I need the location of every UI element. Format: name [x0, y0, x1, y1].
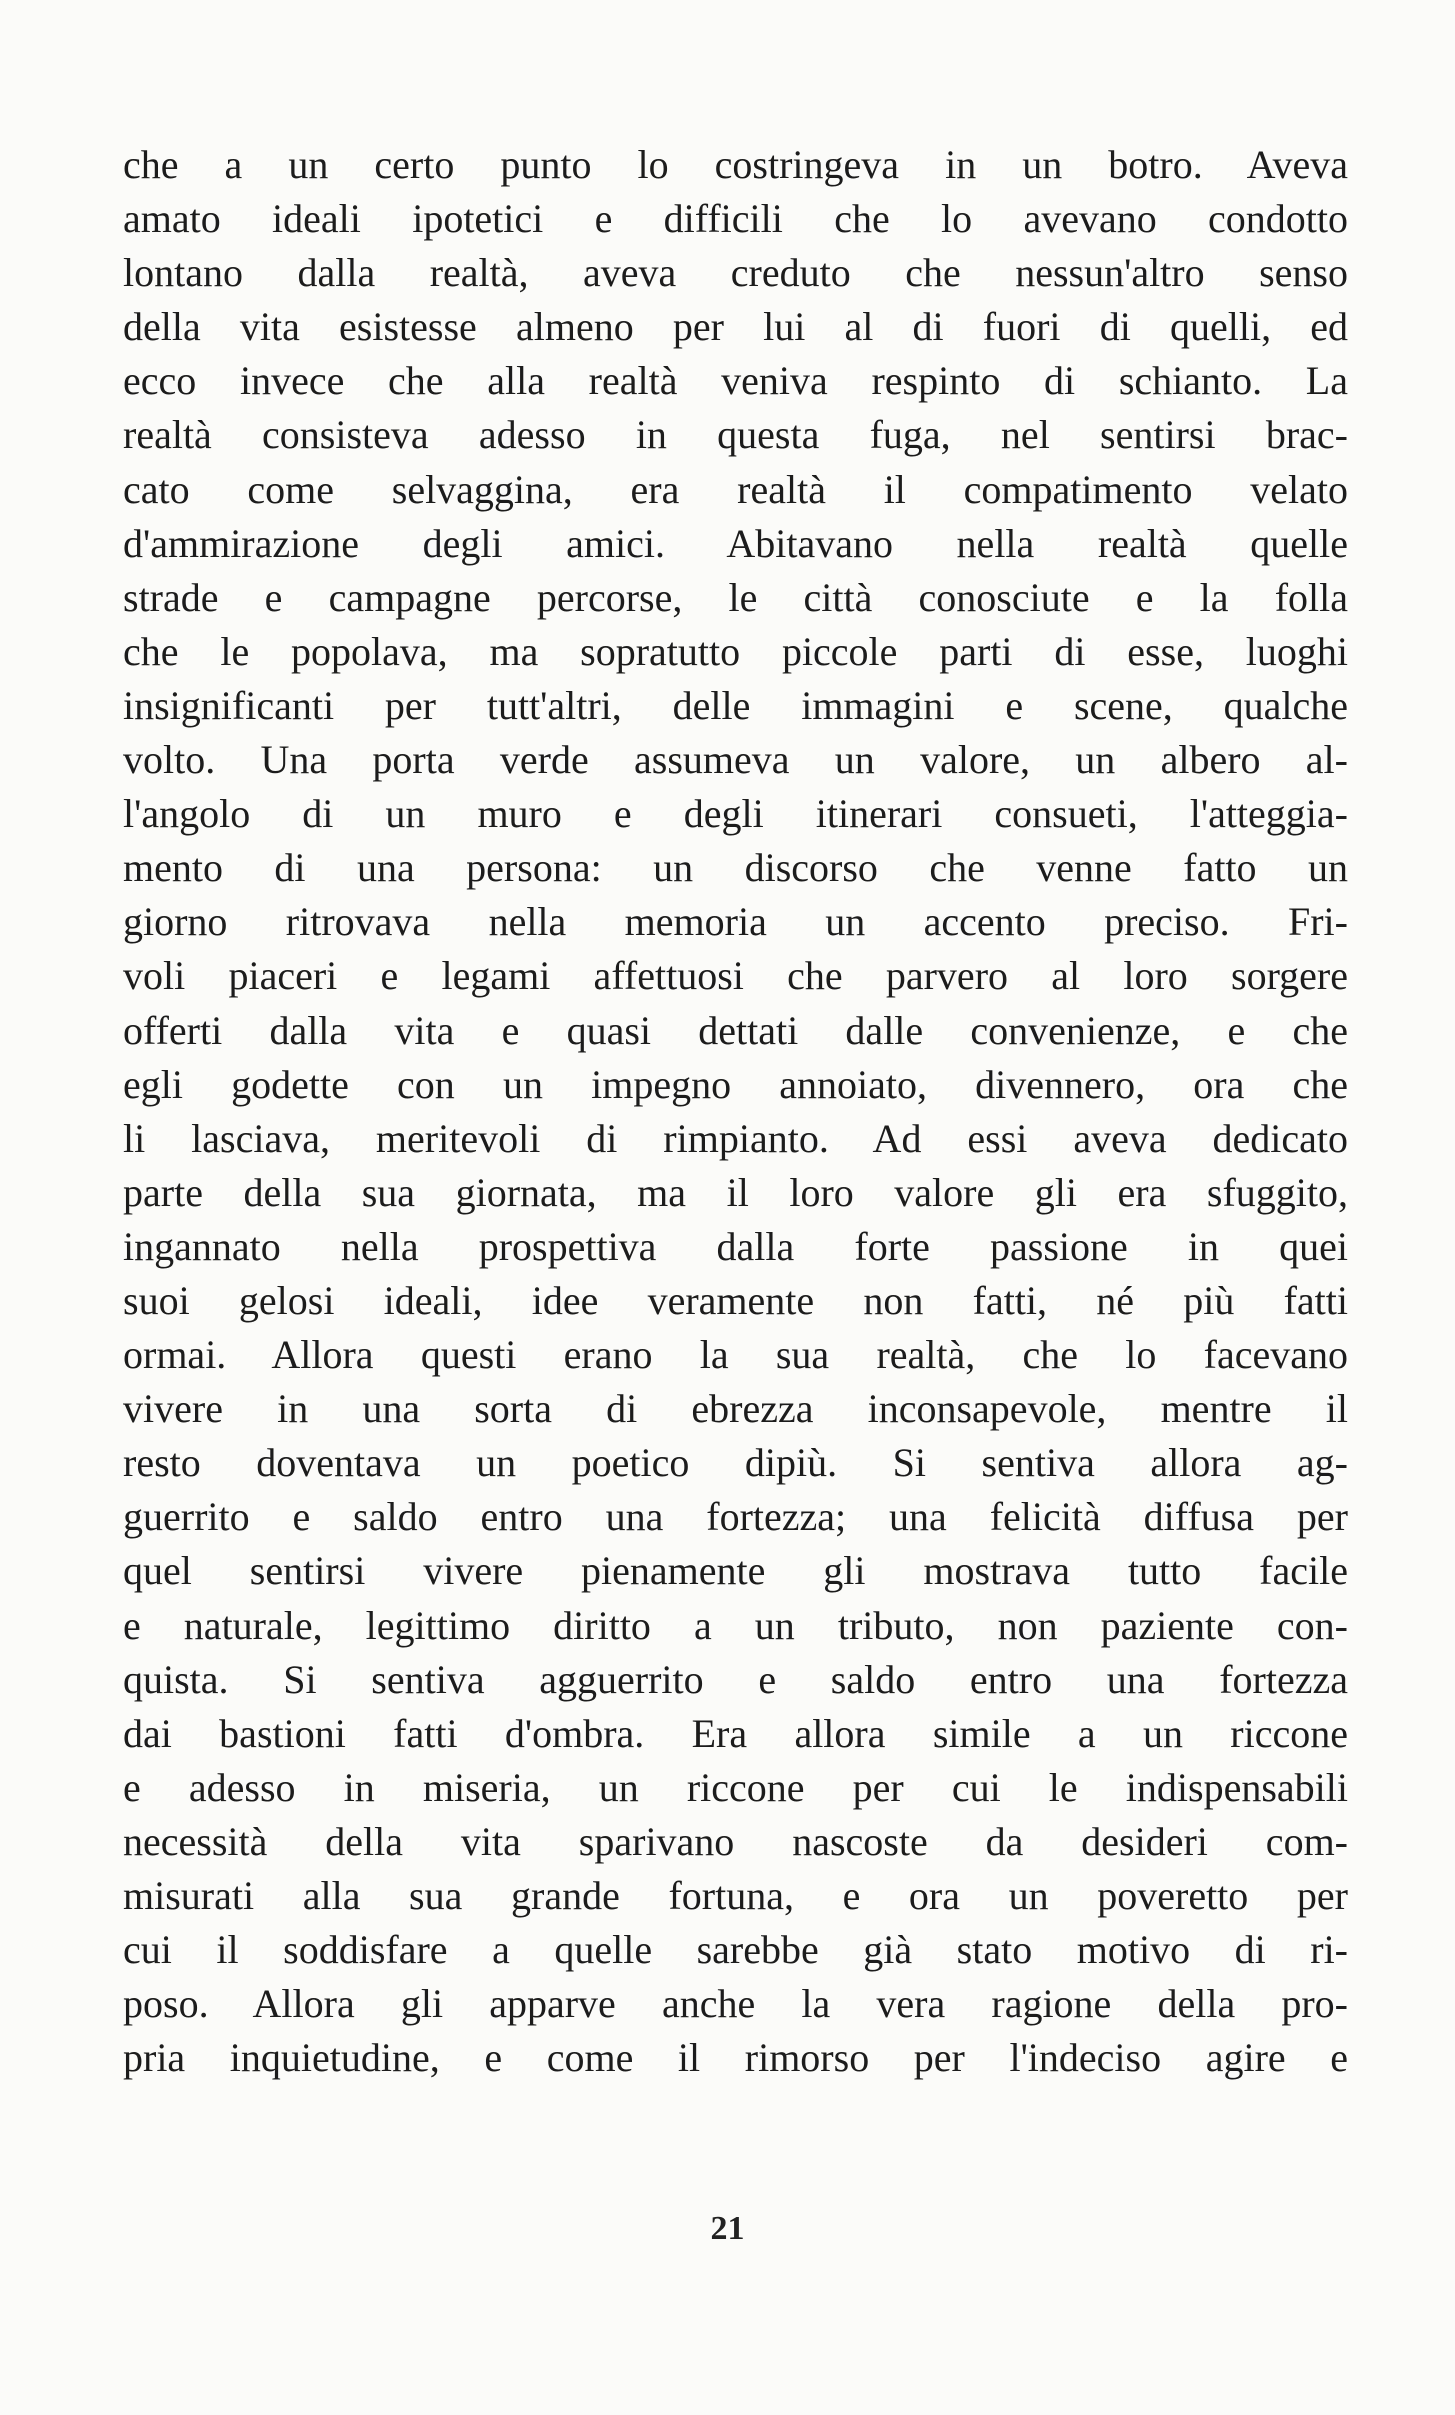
- text-line: e adesso in miseria, un riccone per cui le indispensabili: [123, 1764, 1348, 1810]
- text-line: cui il soddisfare a quelle sarebbe già stato motivo di ri-: [123, 1927, 1348, 1973]
- text-line: quista. Si sentiva agguerrito e saldo entro una fortezza: [123, 1656, 1348, 1702]
- text-line: ecco invece che alla realtà veniva respinto di schianto. La: [123, 358, 1348, 404]
- text-line: ingannato nella prospettiva dalla forte passione in quei: [123, 1223, 1348, 1269]
- text-line: necessità della vita sparivano nascoste da desideri com-: [123, 1818, 1348, 1864]
- text-line: voli piaceri e legami affettuosi che parvero al loro sorgere: [123, 953, 1348, 999]
- text-line: insignificanti per tutt'altri, delle immagini e scene, qualche: [123, 682, 1348, 728]
- text-line: li lasciava, meritevoli di rimpianto. Ad essi aveva dedicato: [123, 1115, 1348, 1161]
- text-line: egli godette con un impegno annoiato, divennero, ora che: [123, 1061, 1348, 1107]
- text-line: ormai. Allora questi erano la sua realtà, che lo facevano: [123, 1332, 1348, 1378]
- text-line: dai bastioni fatti d'ombra. Era allora simile a un riccone: [123, 1710, 1348, 1756]
- text-line: misurati alla sua grande fortuna, e ora un poveretto per: [123, 1873, 1348, 1918]
- text-line: pria inquietudine, e come il rimorso per l'indeciso agire e: [123, 2035, 1348, 2081]
- text-line: amato ideali ipotetici e difficili che lo avevano condotto: [123, 196, 1348, 242]
- text-line: volto. Una porta verde assumeva un valore, un albero al-: [123, 737, 1348, 783]
- text-line: quel sentirsi vivere pienamente gli mostrava tutto facile: [123, 1548, 1348, 1594]
- text-line: strade e campagne percorse, le città conosciute e la folla: [123, 574, 1348, 620]
- text-line: giorno ritrovava nella memoria un accento preciso. Fri-: [123, 899, 1348, 945]
- text-line: suoi gelosi ideali, idee veramente non fatti, né più fatti: [123, 1277, 1348, 1323]
- text-line: offerti dalla vita e quasi dettati dalle convenienze, e che: [123, 1007, 1348, 1053]
- text-line: resto doventava un poetico dipiù. Si sentiva allora ag-: [123, 1440, 1348, 1486]
- text-line: e naturale, legittimo diritto a un tributo, non paziente con-: [123, 1602, 1348, 1648]
- text-line: parte della sua giornata, ma il loro valore gli era sfuggito,: [123, 1169, 1348, 1215]
- text-line: d'ammirazione degli amici. Abitavano nella realtà quelle: [123, 520, 1348, 566]
- text-line: poso. Allora gli apparve anche la vera ragione della pro-: [123, 1981, 1348, 2027]
- text-line: mento di una persona: un discorso che venne fatto un: [123, 845, 1348, 891]
- text-line: che a un certo punto lo costringeva in un botro. Aveva: [123, 142, 1348, 187]
- text-line: lontano dalla realtà, aveva creduto che nessun'altro senso: [123, 250, 1348, 296]
- page-number: 21: [710, 2210, 745, 2247]
- text-line: l'angolo di un muro e degli itinerari consueti, l'atteggia-: [123, 791, 1348, 837]
- text-line: vivere in una sorta di ebrezza inconsapevole, mentre il: [123, 1386, 1348, 1432]
- text-line: della vita esistesse almeno per lui al di fuori di quelli, ed: [123, 304, 1348, 350]
- body-text: [123, 138, 1348, 2085]
- text-line: guerrito e saldo entro una fortezza; una felicità diffusa per: [123, 1494, 1348, 1540]
- text-line: che le popolava, ma sopratutto piccole parti di esse, luoghi: [123, 628, 1348, 674]
- text-line: realtà consisteva adesso in questa fuga, nel sentirsi brac-: [123, 412, 1348, 458]
- text-line: cato come selvaggina, era realtà il compatimento velato: [123, 466, 1348, 512]
